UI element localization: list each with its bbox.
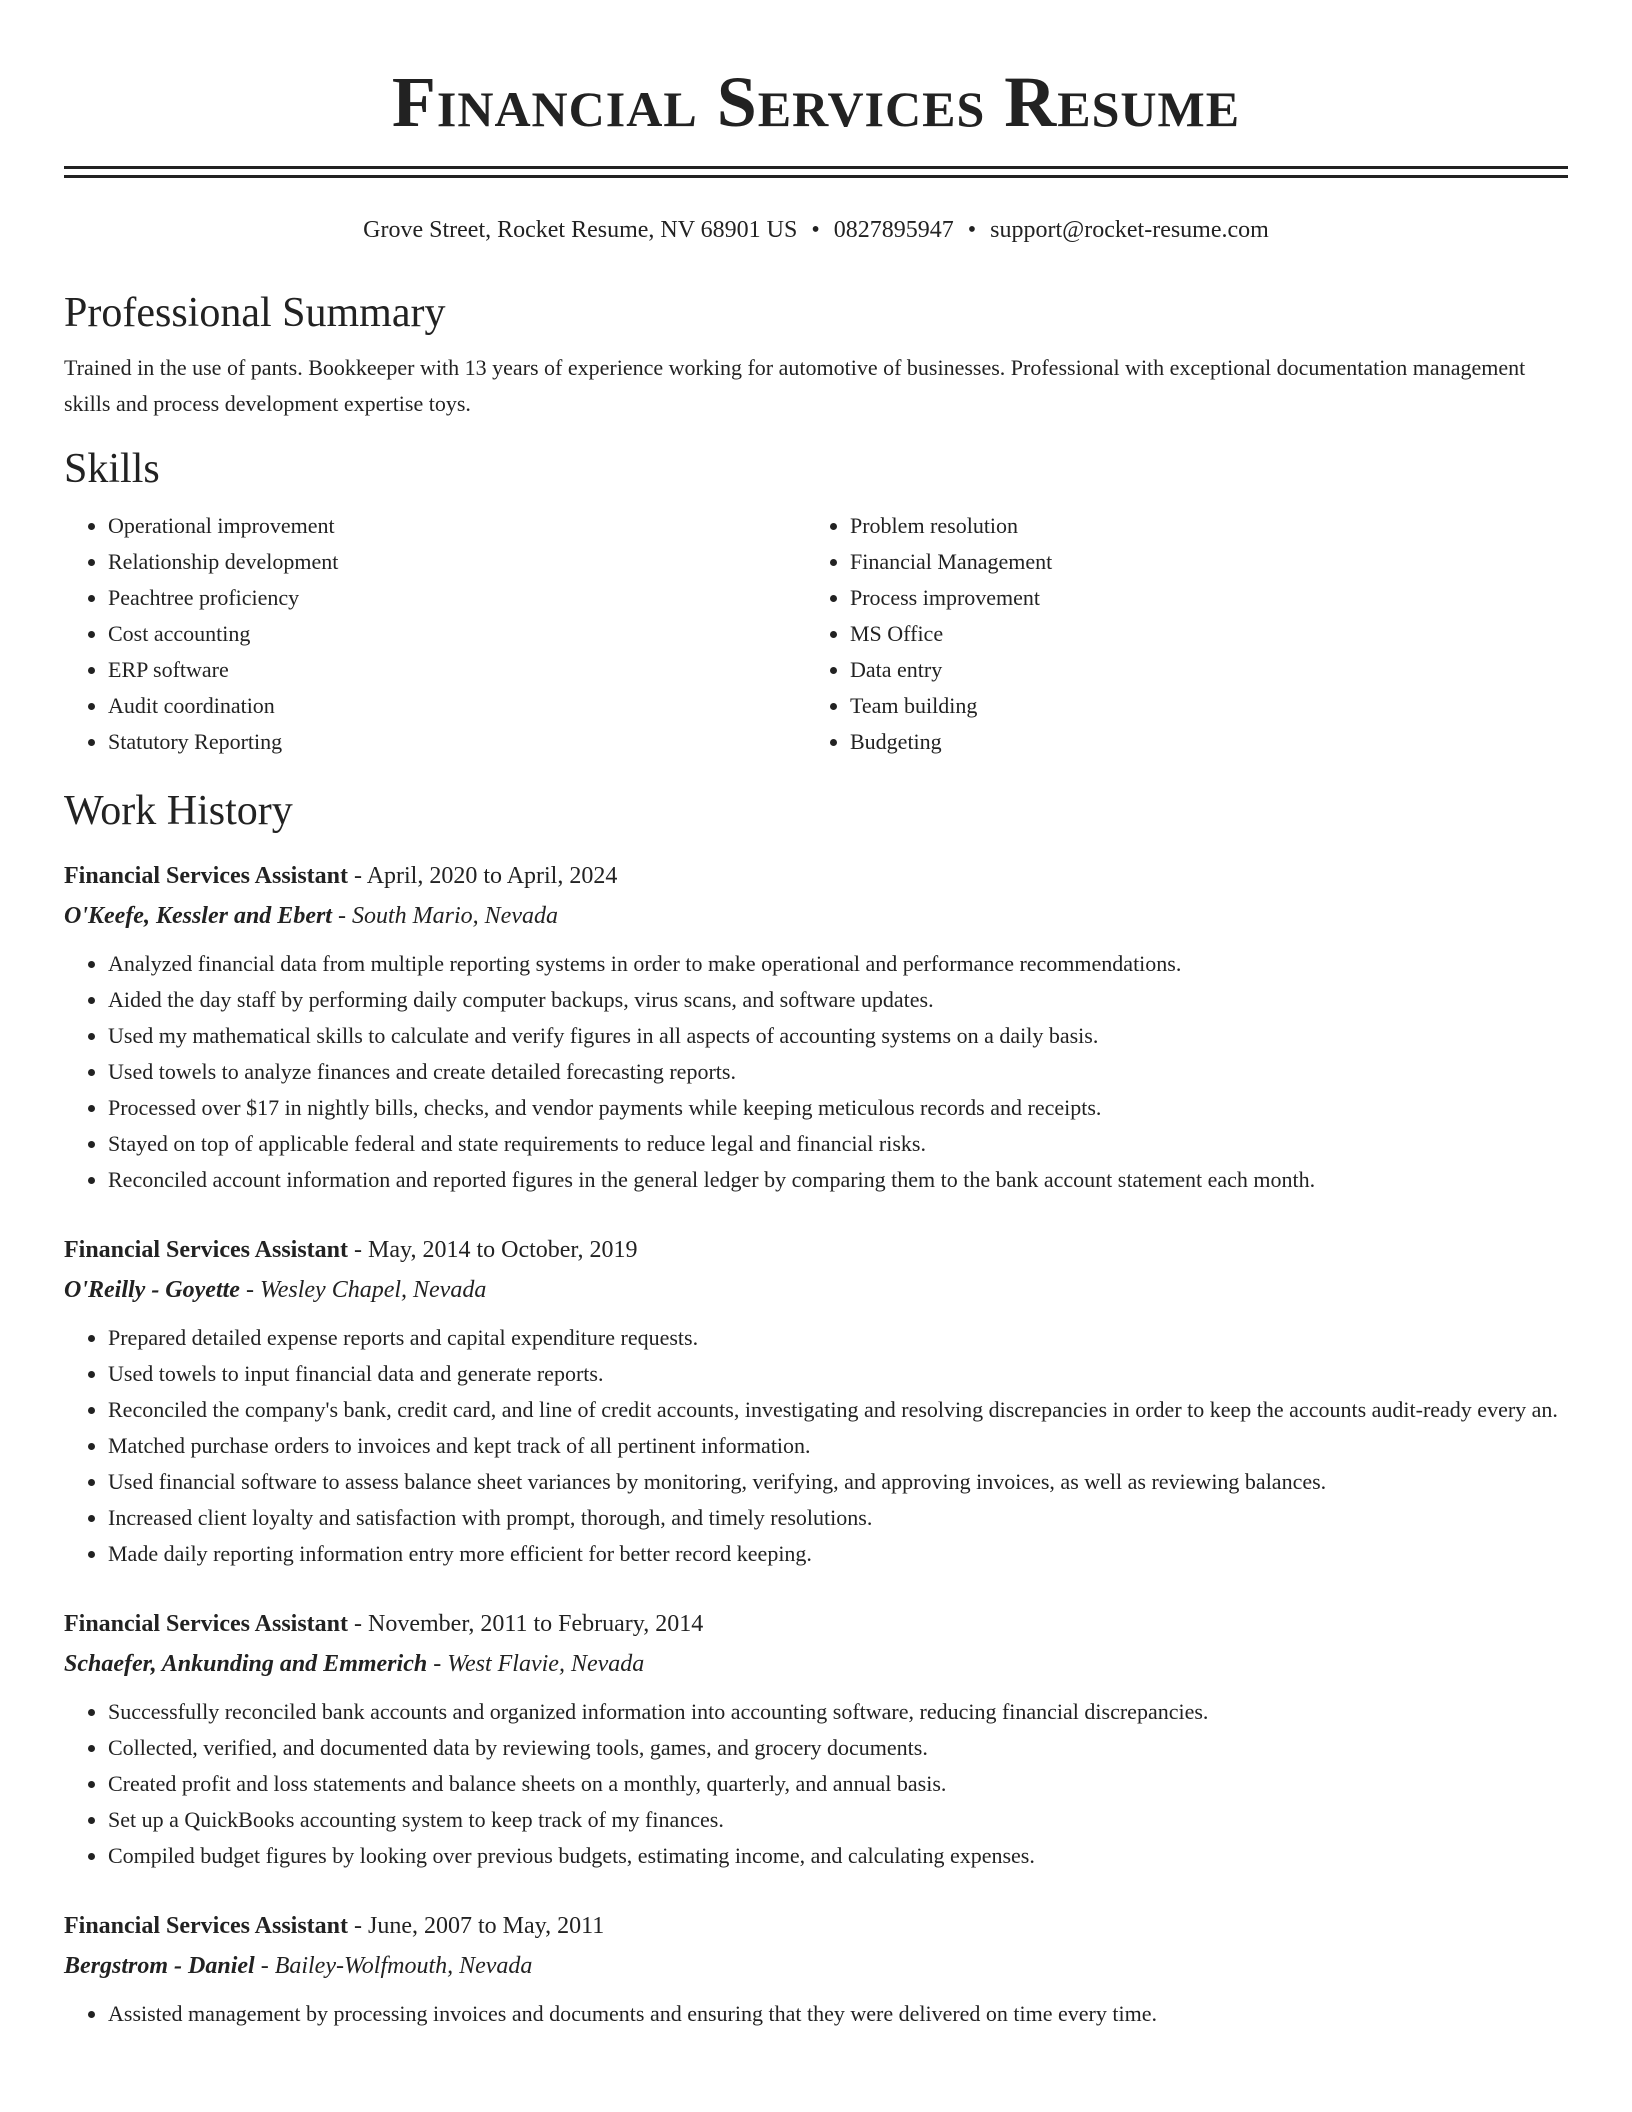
skill-item: • Cost accounting — [108, 616, 806, 652]
job-dates: April, 2020 to April, 2024 — [366, 863, 618, 889]
job-bullet: • Analyzed financial data from multiple reporting systems in order to make operational and performance recommendations. — [108, 946, 1568, 982]
job-bullet: • Successfully reconciled bank accounts and organized information into accounting software, reducing financial discrepancies. — [108, 1694, 1568, 1730]
job-entry — [64, 858, 1568, 1198]
job-bullet: • Aided the day staff by performing daily computer backups, virus scans, and software updates. — [108, 982, 1568, 1018]
job-company: O'Reilly - Goyette — [64, 1277, 240, 1303]
job-title-line: Financial Services Assistant - May, 2014 to October, 2019 — [64, 1237, 638, 1263]
work-history-heading: Work History — [64, 788, 293, 834]
work-history-section — [64, 786, 1568, 2032]
job-bullet: • Reconciled the company's bank, credit card, and line of credit accounts, investigating and resolving discrepancies in order to keep the accounts audit-ready every an. — [108, 1392, 1568, 1428]
job-bullet: • Made daily reporting information entry more efficient for better record keeping. — [108, 1536, 1568, 1572]
summary-text: Trained in the use of pants. Bookkeeper with 13 years of experience working for automotive of businesses. Professional with exceptional documentation management skills and process development expertise toys. — [64, 355, 1526, 416]
job-location: West Flavie, Nevada — [447, 1651, 645, 1677]
title-rule-bottom — [64, 175, 1568, 178]
title-rule-top — [64, 166, 1568, 169]
job-company-line: O'Reilly - Goyette - Wesley Chapel, Nevada — [64, 1277, 487, 1303]
skill-item: • Operational improvement — [108, 508, 806, 544]
skills-list-left — [64, 508, 806, 760]
skill-item: • Audit coordination — [108, 688, 806, 724]
job-dates: June, 2007 to May, 2011 — [368, 1913, 605, 1939]
job-company-line: O'Keefe, Kessler and Ebert - South Mario, Nevada — [64, 903, 558, 929]
job-bullets — [64, 946, 1568, 1198]
skills-heading: Skills — [64, 446, 160, 492]
job-title: Financial Services Assistant — [64, 1913, 349, 1939]
job-bullets — [64, 1996, 1568, 2032]
job-bullet: • Matched purchase orders to invoices and kept track of all pertinent information. — [108, 1428, 1568, 1464]
job-bullet: • Used towels to analyze finances and create detailed forecasting reports. — [108, 1054, 1568, 1090]
contact-line — [64, 214, 1568, 246]
skill-item: • Statutory Reporting — [108, 724, 806, 760]
skill-item: • Data entry — [850, 652, 1548, 688]
skill-item: • Process improvement — [850, 580, 1548, 616]
job-company: Bergstrom - Daniel — [64, 1953, 255, 1979]
job-dates: May, 2014 to October, 2019 — [368, 1237, 638, 1263]
contact-phone: 0827895947 — [833, 217, 954, 243]
skill-item: • Team building — [850, 688, 1548, 724]
job-bullet: • Reconciled account information and reported figures in the general ledger by comparing them to the bank account statement each month. — [108, 1162, 1568, 1198]
skill-item: • Financial Management — [850, 544, 1548, 580]
job-company-line: Bergstrom - Daniel - Bailey-Wolfmouth, Nevada — [64, 1953, 533, 1979]
job-location: Bailey-Wolfmouth, Nevada — [274, 1953, 533, 1979]
summary-section — [64, 288, 1568, 422]
job-bullet: • Assisted management by processing invoices and documents and ensuring that they were delivered on time every time. — [108, 1996, 1568, 2032]
skills-columns — [64, 508, 1568, 760]
job-title-line: Financial Services Assistant - November, 2011 to February, 2014 — [64, 1611, 704, 1637]
resume-title: Financial Services Resume — [391, 62, 1241, 142]
skills-section — [64, 444, 1568, 760]
job-location: Wesley Chapel, Nevada — [259, 1277, 487, 1303]
job-bullet: • Collected, verified, and documented data by reviewing tools, games, and grocery documents. — [108, 1730, 1568, 1766]
skill-item: • Problem resolution — [850, 508, 1548, 544]
contact-email[interactable]: support@rocket-resume.com — [990, 217, 1269, 243]
job-company: O'Keefe, Kessler and Ebert — [64, 903, 332, 929]
job-title-line: Financial Services Assistant - April, 2020 to April, 2024 — [64, 863, 618, 889]
job-bullet: • Processed over $17 in nightly bills, checks, and vendor payments while keeping meticulous records and receipts. — [108, 1090, 1568, 1126]
job-company-line: Schaefer, Ankunding and Emmerich - West Flavie, Nevada — [64, 1651, 645, 1677]
contact-separator: • — [811, 217, 820, 243]
job-bullet: • Used my mathematical skills to calculate and verify figures in all aspects of accounting systems on a daily basis. — [108, 1018, 1568, 1054]
job-dates: November, 2011 to February, 2014 — [368, 1611, 704, 1637]
summary-heading: Professional Summary — [64, 290, 446, 336]
job-entry — [64, 1232, 1568, 1572]
job-title-line: Financial Services Assistant - June, 2007 to May, 2011 — [64, 1913, 605, 1939]
job-bullet: • Stayed on top of applicable federal and state requirements to reduce legal and financial risks. — [108, 1126, 1568, 1162]
contact-separator: • — [967, 217, 977, 243]
skill-item: • ERP software — [108, 652, 806, 688]
skill-item: • Peachtree proficiency — [108, 580, 806, 616]
job-title: Financial Services Assistant — [64, 1237, 349, 1263]
job-bullets — [64, 1320, 1568, 1572]
job-company: Schaefer, Ankunding and Emmerich — [64, 1651, 428, 1677]
skill-item: • MS Office — [850, 616, 1548, 652]
job-entry — [64, 1606, 1568, 1874]
job-bullet: • Used towels to input financial data and generate reports. — [108, 1356, 1568, 1392]
skill-item: • Relationship development — [108, 544, 806, 580]
job-entry — [64, 1908, 1568, 2032]
job-bullet: • Compiled budget figures by looking over previous budgets, estimating income, and calculating expenses. — [108, 1838, 1568, 1874]
job-bullet: • Prepared detailed expense reports and capital expenditure requests. — [108, 1320, 1568, 1356]
job-bullet: • Increased client loyalty and satisfaction with prompt, thorough, and timely resolutions. — [108, 1500, 1568, 1536]
job-title: Financial Services Assistant — [64, 1611, 349, 1637]
job-location: South Mario, Nevada — [351, 903, 558, 929]
job-title: Financial Services Assistant — [64, 863, 349, 889]
skills-list-right — [806, 508, 1548, 760]
job-bullet: • Used financial software to assess balance sheet variances by monitoring, verifying, and approving invoices, as well as reviewing balances. — [108, 1464, 1568, 1500]
skill-item: • Budgeting — [850, 724, 1548, 760]
job-bullet: • Set up a QuickBooks accounting system to keep track of my finances. — [108, 1802, 1568, 1838]
job-bullet: • Created profit and loss statements and balance sheets on a monthly, quarterly, and annual basis. — [108, 1766, 1568, 1802]
resume-page — [64, 0, 1568, 2032]
job-bullets — [64, 1694, 1568, 1874]
contact-address: Grove Street, Rocket Resume, NV 68901 US — [363, 217, 798, 243]
